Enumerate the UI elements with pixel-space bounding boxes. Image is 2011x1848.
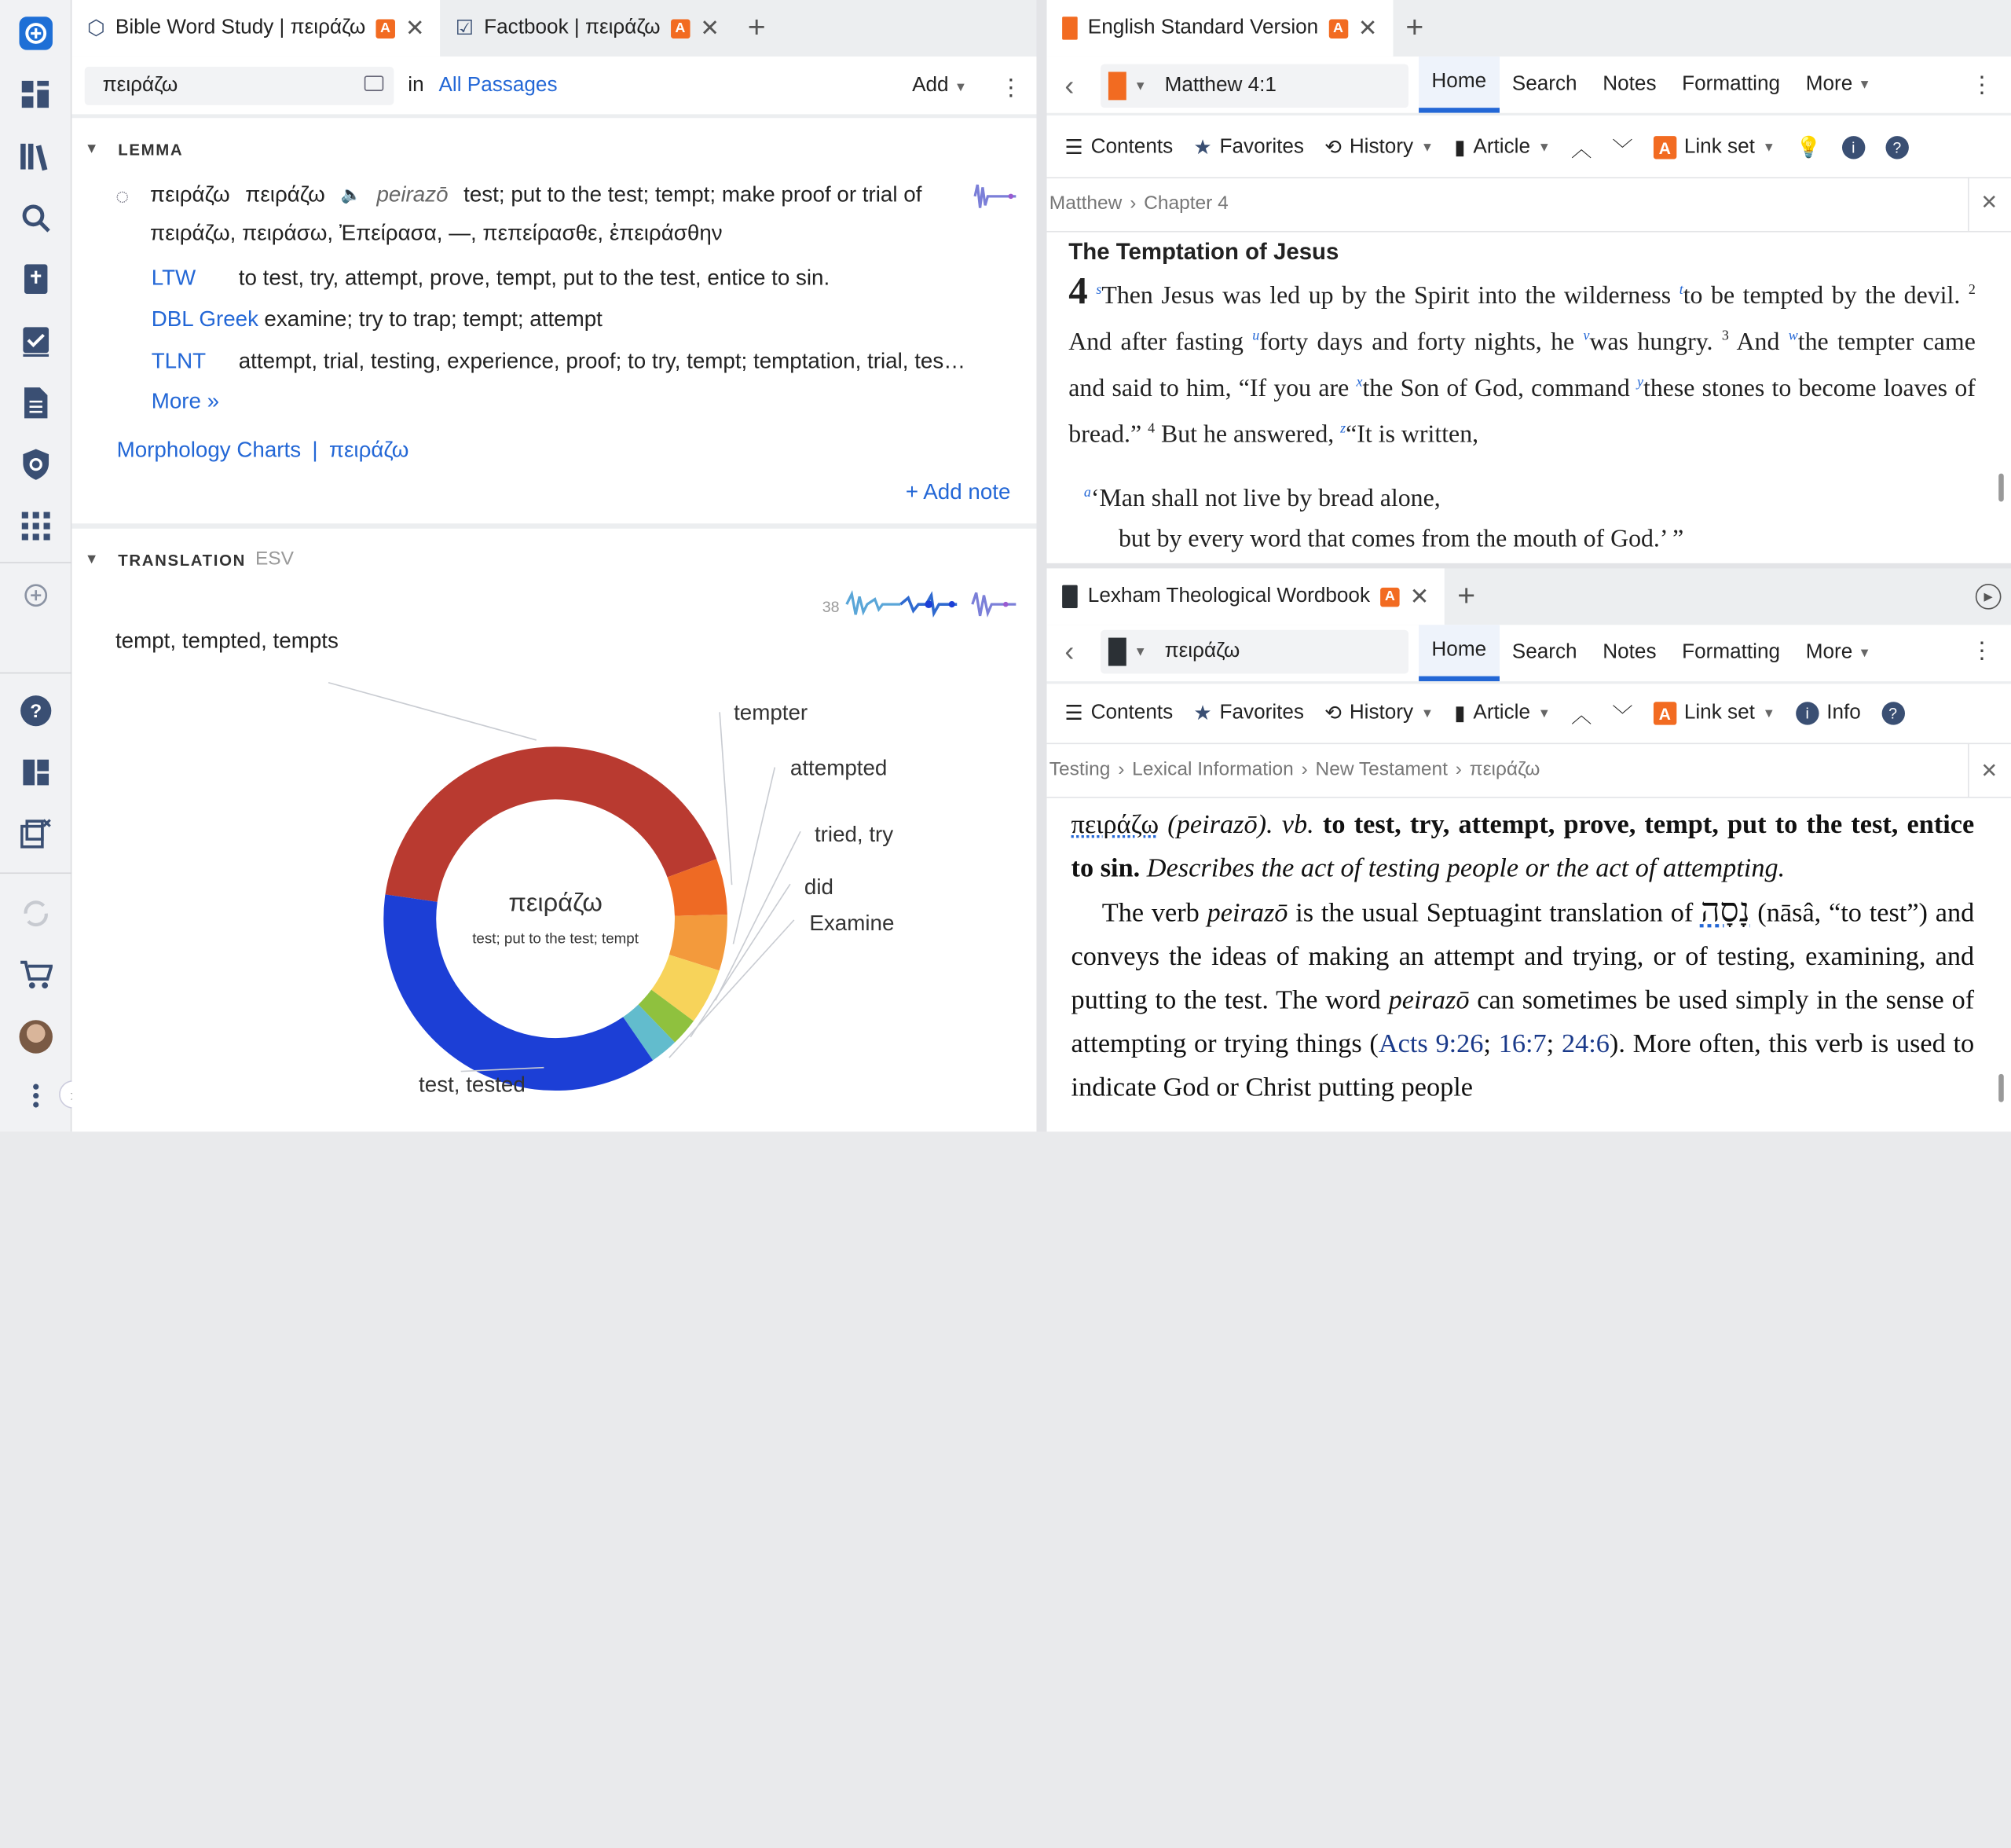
cross-ref-letter[interactable]: x: [1356, 374, 1363, 390]
occurrence-count: 38: [822, 597, 840, 616]
lemma-section-label: LEMMA: [118, 141, 184, 160]
translation-version[interactable]: ESV: [255, 548, 294, 570]
article-bars-icon: ▮: [1454, 137, 1466, 160]
prev-article-icon[interactable]: ︿: [1571, 705, 1592, 728]
donut-center-word: πειράζω: [508, 887, 603, 917]
info-icon[interactable]: i: [1842, 136, 1865, 159]
article-text-run: ). More often, this verb is used to indicate God or Christ putting people: [1071, 1028, 1975, 1102]
ltw-book-icon: [1062, 585, 1078, 608]
nav-label: Formatting: [1682, 73, 1781, 95]
definition-source[interactable]: DBL Greek: [151, 306, 258, 332]
translation-sparkline-icon: [844, 588, 1024, 621]
nav-home[interactable]: [1419, 57, 1499, 113]
nav-notes[interactable]: [1590, 625, 1669, 681]
article-text: πειράζω (peirazō). vb. to test, try, attempt, prove, tempt, put to the test, entice to sin. Describes the act of testing people or the act of attempting. The verb peirazō is the usual Septuagint translation of נָסָה (nāsâ, “to test”) and conveys the ideas of making an attempt and trying, or of testing, examining, and putting to the test. The word peirazō can sometimes be used simply in the sense of attempting or trying things (Acts 9:26; 16:7; 24:6). More often, this verb is used to indicate God or Christ putting people: [1071, 808, 1975, 1102]
article-text-run: peirazō: [1388, 984, 1470, 1015]
article-button[interactable]: [1454, 701, 1551, 727]
lemma-word[interactable]: πειράζω: [150, 182, 230, 207]
tab-factbook[interactable]: [440, 0, 734, 57]
close-tab-icon[interactable]: ✕: [1409, 583, 1430, 609]
donut-slice[interactable]: [383, 894, 653, 1091]
resource-toolbar: [1064, 128, 1929, 167]
list-icon: ☰: [1064, 702, 1083, 725]
help-icon[interactable]: ?: [1885, 136, 1908, 159]
verse-text: to be tempted by the devil.: [1683, 283, 1961, 310]
nav-label: Search: [1511, 73, 1577, 95]
word-study-icon: ⬡: [87, 17, 105, 40]
verse-text: “It is written,: [1346, 421, 1479, 449]
link-set-button[interactable]: [1654, 136, 1775, 159]
verse-text: Then Jesus was led up by the Spirit into the wilderness: [1101, 283, 1672, 310]
slice-label[interactable]: test, tested: [419, 1072, 526, 1097]
shield-icon[interactable]: [18, 446, 54, 482]
tab-label: Lexham Theological Wordbook: [1087, 585, 1371, 607]
headword-pos: (peirazō). vb.: [1167, 808, 1314, 839]
definition-source[interactable]: LTW: [151, 266, 196, 291]
verse-text: these stones to become loaves of bread.”: [1068, 375, 1976, 449]
chapter-number: 4: [1068, 270, 1088, 313]
history-label: History: [1349, 702, 1414, 724]
star-icon: ★: [1193, 702, 1212, 725]
hebrew-word[interactable]: נָסָה: [1701, 891, 1750, 930]
tab-ltw[interactable]: [1047, 568, 1445, 625]
definition-text: to test, try, attempt, prove, tempt, put to the test, entice to sin.: [238, 266, 830, 291]
next-article-icon[interactable]: ﹀: [1612, 705, 1633, 728]
add-note-button[interactable]: + Add note: [905, 479, 1011, 504]
donut-center-gloss: test; put to the test; tempt: [472, 930, 639, 947]
cross-ref-letter[interactable]: a: [1083, 485, 1091, 500]
nav-label: Home: [1431, 70, 1487, 93]
audio-icon[interactable]: 🔈: [340, 185, 361, 204]
more-definitions-link[interactable]: More »: [151, 388, 220, 413]
nav-home[interactable]: [1419, 625, 1499, 681]
nav-notes[interactable]: [1590, 57, 1669, 113]
favorites-label: Favorites: [1219, 702, 1304, 724]
headword-description: Describes the act of testing people or the act of attempting.: [1146, 852, 1786, 883]
chevron-down-icon: ▼: [1420, 140, 1434, 155]
breadcrumb-item[interactable]: πειράζω: [1469, 757, 1540, 780]
avatar[interactable]: [18, 1019, 54, 1055]
star-icon: ★: [1193, 137, 1212, 160]
search-value: πειράζω: [102, 74, 178, 97]
panel-nav-tabs: [1419, 57, 1884, 113]
scope-link[interactable]: All Passages: [438, 74, 558, 97]
breadcrumb-item[interactable]: Lexical Information: [1132, 757, 1294, 780]
scrollbar-thumb[interactable]: [1998, 1074, 2004, 1102]
definition-text: examine; try to trap; tempt; attempt: [264, 306, 603, 332]
verse-number: 2: [1968, 282, 1976, 298]
vertical-splitter[interactable]: [1036, 0, 1046, 1131]
verse-text: was hungry.: [1589, 328, 1713, 357]
verse-text: the Son of God, command: [1362, 375, 1630, 402]
esv-panel: [1047, 57, 2011, 563]
nav-formatting[interactable]: [1669, 57, 1793, 113]
nav-more[interactable]: [1793, 625, 1884, 681]
tab-label: Factbook | πειράζω: [484, 16, 661, 38]
search-icon[interactable]: [18, 200, 54, 236]
transliteration: peirazō: [376, 182, 449, 207]
close-tab-icon[interactable]: ✕: [1357, 14, 1378, 41]
favorites-label: Favorites: [1219, 136, 1304, 158]
factbook-icon: ☑: [455, 17, 474, 40]
bible-icon[interactable]: [18, 262, 54, 298]
esv-book-icon: [1062, 16, 1078, 39]
cross-ref-letter[interactable]: s: [1096, 282, 1102, 298]
left-tabbar: [71, 0, 1036, 57]
wave-sparkline-icon: [970, 180, 1021, 213]
link-set-badge: A: [1380, 587, 1399, 606]
definition-text: attempt, trial, testing, experience, proof; to try, tempt; temptation, trial, tes…: [238, 349, 966, 374]
sync-icon[interactable]: [18, 896, 54, 932]
quote-line: but by every word that comes from the mouth of God.’ ”: [1118, 526, 1684, 553]
verse-text: And: [1736, 328, 1780, 357]
ltw-panel: [1047, 625, 2011, 1131]
close-tab-icon[interactable]: ✕: [405, 14, 425, 41]
divider: [71, 114, 1036, 118]
close-breadcrumb-icon[interactable]: ✕: [1980, 192, 1998, 214]
article-text-run: The verb: [1101, 896, 1200, 928]
cross-ref-letter[interactable]: w: [1788, 328, 1798, 344]
search-input[interactable]: [85, 67, 394, 105]
slice-label[interactable]: attempted: [789, 755, 888, 780]
nav-label: Search: [1511, 641, 1577, 664]
history-icon: ⟲: [1324, 702, 1342, 725]
reference-box[interactable]: [1101, 64, 1408, 108]
breadcrumb-item[interactable]: New Testament: [1315, 757, 1448, 780]
link-set-badge: A: [1654, 702, 1676, 724]
checklist-icon[interactable]: [18, 324, 54, 360]
more-vertical-icon[interactable]: [18, 1078, 54, 1114]
verse-number: 3: [1721, 328, 1729, 344]
chevron-down-icon: ▼: [1420, 706, 1434, 720]
apps-grid-icon[interactable]: [18, 508, 54, 544]
verse-text: forty days and forty nights, he: [1259, 328, 1575, 357]
breadcrumb-item[interactable]: Chapter 4: [1144, 192, 1229, 214]
article-text-run: (nāsâ, “to test”) and conveys the ideas of making an attempt and trying, or of testing, examining, and putting to the test. The word: [1071, 896, 1975, 1015]
ltw-tabbar: [1047, 568, 2011, 625]
scripture-reference-link[interactable]: 24:6: [1561, 1028, 1610, 1059]
definition-row: [152, 306, 603, 332]
layouts-icon[interactable]: [18, 754, 54, 790]
article-label: Article: [1473, 702, 1530, 724]
translation-section-label: TRANSLATION: [118, 552, 246, 570]
slice-label[interactable]: did: [804, 874, 833, 900]
back-chevron-icon[interactable]: ‹: [1064, 635, 1075, 668]
definition-source[interactable]: TLNT: [151, 349, 207, 374]
add-button[interactable]: [912, 75, 967, 97]
link-set-badge: A: [1328, 19, 1347, 38]
chevron-down-icon: ▼: [954, 80, 968, 95]
link-set-badge: A: [671, 19, 690, 38]
help-icon[interactable]: ?: [1881, 702, 1904, 724]
headword-glosses: to test, try, attempt, prove, tempt, put to the test, entice to sin.: [1071, 808, 1975, 883]
nav-formatting[interactable]: [1669, 625, 1793, 681]
breadcrumb: Matthew › Chapter 4: [1049, 192, 1229, 214]
collapse-chevron-icon[interactable]: ▼: [84, 141, 99, 157]
close-breadcrumb-icon[interactable]: ✕: [1980, 761, 1998, 783]
contents-label: Contents: [1090, 702, 1174, 724]
panel-menu-icon[interactable]: ⋮: [1970, 72, 1994, 98]
chevron-down-icon: ▼: [1858, 646, 1871, 661]
article-button[interactable]: [1454, 134, 1551, 160]
morphology-charts-link[interactable]: Morphology Charts: [116, 437, 302, 462]
verse-number: 4: [1148, 420, 1156, 437]
bible-word-study-panel: [71, 57, 1036, 1131]
lemma-spinner-icon: ◌: [115, 183, 130, 210]
cross-ref-letter[interactable]: y: [1636, 374, 1643, 390]
collapse-chevron-icon[interactable]: ▼: [84, 552, 99, 567]
linkset-label: Link set: [1683, 136, 1755, 158]
app-sidebar: [0, 0, 71, 1131]
prev-article-icon[interactable]: ︿: [1571, 139, 1592, 161]
leader-line: [716, 831, 800, 1000]
esv-cover-icon: [1108, 72, 1126, 100]
scripture-text: [1068, 239, 1976, 560]
esv-tabbar: [1047, 0, 2011, 57]
nav-search[interactable]: [1499, 57, 1589, 113]
tab-label: Bible Word Study | πειράζω: [115, 16, 366, 38]
lemma-form: πειράζω: [245, 182, 325, 207]
contents-button[interactable]: [1064, 134, 1173, 160]
play-icon[interactable]: ▶: [1976, 584, 2002, 610]
scripture-reference-link[interactable]: 16:7: [1498, 1028, 1547, 1059]
favorites-button[interactable]: [1193, 701, 1304, 727]
nav-label: Home: [1431, 639, 1487, 661]
chevron-down-icon: ▼: [1762, 140, 1775, 155]
nav-more[interactable]: [1793, 57, 1884, 113]
nav-label: Notes: [1603, 641, 1657, 664]
lemma-forms: πειράζω, πειράσω, Ἐπείρασα, —, πεπείρασθε, ἐπειράσθην: [150, 220, 723, 245]
tab-label: English Standard Version: [1087, 16, 1319, 38]
leader-line: [720, 712, 732, 885]
cross-ref-letter[interactable]: u: [1252, 328, 1260, 344]
morphology-word-link[interactable]: πειράζω: [328, 437, 409, 462]
breadcrumb-item[interactable]: Testing: [1049, 757, 1111, 780]
definition-row: [152, 266, 830, 292]
slice-label[interactable]: tempter: [734, 700, 808, 725]
history-label: History: [1349, 136, 1414, 158]
cross-ref-letter[interactable]: t: [1679, 282, 1683, 298]
new-tab-icon[interactable]: +: [1457, 578, 1476, 614]
next-article-icon[interactable]: ﹀: [1612, 139, 1633, 161]
breadcrumb: Testing › Lexical Information › New Testament › πειράζω: [1049, 757, 1540, 780]
logos-home-icon[interactable]: [18, 16, 54, 52]
slice-label[interactable]: tried, try: [814, 822, 894, 847]
link-set-badge: A: [375, 19, 394, 38]
chevron-down-icon: ▼: [1134, 79, 1147, 94]
chevron-down-icon: ▼: [1858, 77, 1871, 92]
reference-input[interactable]: Matthew 4:1: [1164, 74, 1277, 97]
info-button[interactable]: [1796, 702, 1861, 724]
verse-text: the tempter came and said to him, “If you are: [1068, 328, 1976, 402]
lemma-gloss: test; put to the test; tempt; make proof or trial of: [463, 182, 922, 207]
donut-slice[interactable]: [385, 746, 716, 901]
tab-esv[interactable]: [1047, 0, 1394, 57]
reference-input[interactable]: πειράζω: [1164, 640, 1240, 662]
back-chevron-icon[interactable]: ‹: [1064, 69, 1075, 102]
link-set-button[interactable]: [1654, 702, 1775, 724]
panel-menu-icon[interactable]: ⋮: [1970, 637, 1994, 664]
definition-row: [152, 349, 965, 375]
leader-line: [328, 683, 537, 740]
nav-label: More: [1805, 73, 1853, 95]
translation-donut-chart: [71, 659, 1036, 1121]
reference-box[interactable]: [1101, 630, 1408, 674]
add-label: Add: [912, 74, 949, 97]
nav-label: Notes: [1603, 73, 1657, 95]
in-label: in: [408, 74, 424, 97]
list-icon: ☰: [1064, 137, 1083, 160]
history-button[interactable]: [1324, 701, 1434, 727]
history-icon: ⟲: [1324, 137, 1342, 160]
chevron-down-icon: ▼: [1762, 706, 1775, 720]
nav-search[interactable]: [1499, 625, 1589, 681]
cross-ref-letter[interactable]: z: [1340, 420, 1346, 437]
add-circle-icon[interactable]: [18, 578, 54, 614]
article-text-run: is the usual Septuagint translation of: [1295, 896, 1694, 928]
resource-toolbar: [1064, 694, 1925, 732]
favorites-button[interactable]: [1193, 134, 1304, 160]
help-icon[interactable]: ?: [18, 693, 54, 729]
keyboard-icon[interactable]: [364, 75, 383, 91]
contents-button[interactable]: [1064, 701, 1173, 727]
dashboard-icon[interactable]: [18, 77, 54, 113]
panel-nav-tabs: [1419, 625, 1884, 681]
breadcrumb-item[interactable]: Matthew: [1049, 192, 1123, 214]
article-label: Article: [1473, 136, 1530, 158]
linkset-label: Link set: [1683, 702, 1755, 724]
nav-label: More: [1805, 641, 1853, 664]
translation-label: tempt, tempted, tempts: [115, 629, 339, 654]
headword[interactable]: πειράζω: [1071, 808, 1159, 839]
chevron-down-icon: ▼: [1537, 140, 1551, 155]
nav-label: Formatting: [1682, 641, 1781, 664]
section-heading: The Temptation of Jesus: [1068, 238, 1339, 265]
slice-label[interactable]: Examine: [809, 910, 895, 935]
document-icon[interactable]: [18, 385, 54, 421]
close-tab-icon[interactable]: ✕: [700, 14, 720, 41]
lightbulb-icon[interactable]: 💡: [1795, 137, 1822, 160]
close-panels-icon[interactable]: [18, 816, 54, 852]
ltw-cover-icon: [1108, 638, 1126, 666]
contents-label: Contents: [1090, 136, 1174, 158]
verse-text: But he answered,: [1161, 421, 1335, 449]
scrollbar-thumb[interactable]: [1998, 474, 2004, 502]
new-tab-icon[interactable]: +: [747, 10, 766, 46]
info-icon: i: [1796, 702, 1819, 724]
cross-ref-letter[interactable]: v: [1583, 328, 1590, 344]
divider: [71, 523, 1036, 529]
info-label: Info: [1826, 702, 1861, 724]
quote-line: ‘Man shall not live by bread alone,: [1090, 486, 1441, 513]
article-text-run: can sometimes be used simply in the sense of attempting or trying things (: [1071, 984, 1975, 1059]
article-bars-icon: ▮: [1454, 702, 1466, 725]
chevron-down-icon: ▼: [1134, 644, 1147, 659]
cart-icon[interactable]: [18, 957, 54, 993]
library-icon[interactable]: [18, 138, 54, 174]
separator: |: [312, 437, 318, 462]
link-set-badge: A: [1654, 136, 1676, 159]
new-tab-icon[interactable]: +: [1405, 10, 1424, 46]
tab-bible-word-study[interactable]: [71, 0, 440, 57]
article-text-run: peirazō: [1207, 896, 1288, 928]
verse-text: And after fasting: [1068, 328, 1244, 357]
history-button[interactable]: [1324, 134, 1434, 160]
scripture-reference-link[interactable]: Acts 9:26: [1378, 1028, 1484, 1059]
panel-menu-icon[interactable]: ⋮: [999, 74, 1023, 101]
chevron-down-icon: ▼: [1537, 706, 1551, 720]
